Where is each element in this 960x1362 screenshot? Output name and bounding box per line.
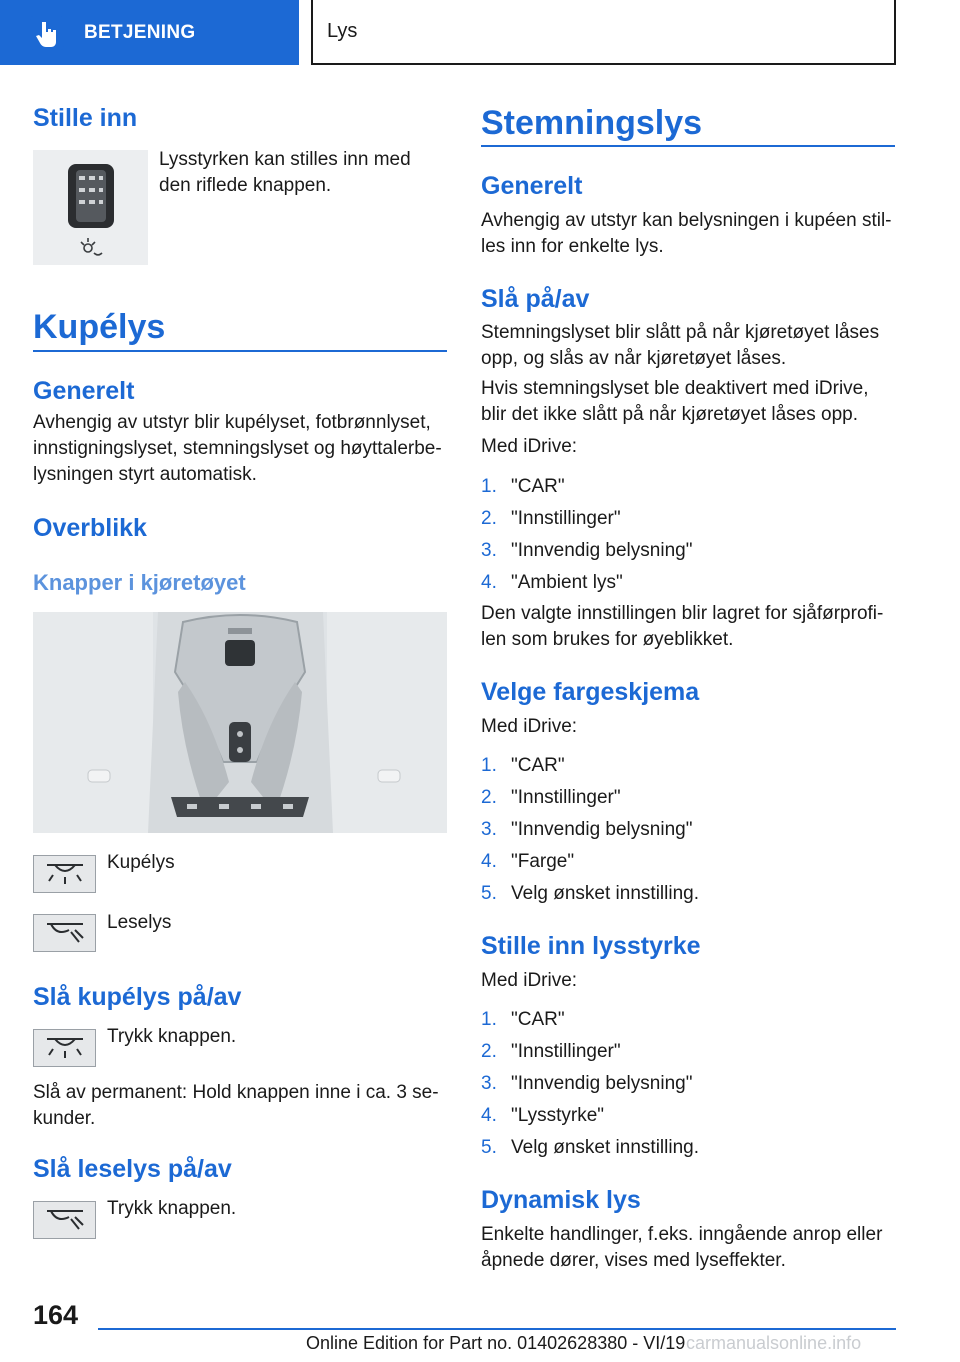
stille-inn-heading: Stille inn	[33, 104, 138, 132]
stemningslys-generelt-heading: Generelt	[481, 172, 583, 200]
dome-light-icon	[43, 861, 87, 887]
fargeskjema-med-idrive: Med iDrive:	[481, 716, 578, 737]
section-tab	[0, 0, 299, 65]
section-title: BETJENING	[84, 21, 196, 43]
stille-inn-text: Lysstyrken kan stilles inn med den riflede knappen.	[159, 149, 411, 196]
legend-leselys: Leselys	[107, 912, 172, 933]
chapter-tab	[311, 0, 896, 65]
overblikk-heading: Overblikk	[33, 514, 147, 542]
sla-pa-av-after: Den valgte innstillingen blir lagret for sjåførprofi- len som brukes for øyeblikket.	[481, 603, 884, 650]
lysstyrke-heading: Stille inn lysstyrke	[481, 932, 701, 960]
list-item: 4. "Lysstyrke"	[481, 1105, 605, 1126]
kupelys-generelt-heading: Generelt	[33, 377, 135, 405]
hand-pointer-icon	[30, 16, 64, 50]
list-item: 2. "Innstillinger"	[481, 1041, 621, 1062]
kupelys-heading: Kupélys	[33, 308, 166, 346]
list-item: 3. "Innvendig belysning"	[481, 1073, 693, 1094]
legend-kupelys: Kupélys	[107, 852, 175, 873]
reading-light-icon	[43, 920, 87, 946]
fargeskjema-steps-list	[481, 750, 699, 910]
dynamisk-text: Enkelte handlinger, f.eks. inngående anrop eller åpnede dører, vises med lyseffekter.	[481, 1224, 883, 1271]
sla-pa-av-med-idrive: Med iDrive:	[481, 436, 578, 457]
sla-pa-av-heading: Slå på/av	[481, 285, 590, 313]
sla-pa-av-para2: Hvis stemningslyset ble deaktivert med iDrive, blir det ikke slått på når kjøretøyet låses opp.	[481, 378, 869, 425]
dynamisk-heading: Dynamisk lys	[481, 1186, 641, 1214]
heading-rule	[33, 350, 447, 352]
reading-light-thumb	[33, 914, 96, 952]
list-item: 3. "Innvendig belysning"	[481, 819, 693, 840]
list-item: 5. Velg ønsket innstilling.	[481, 883, 699, 904]
edition-text: Online Edition for Part no. 01402628380 - VI/19	[306, 1333, 686, 1353]
list-item: 1. "CAR"	[481, 755, 565, 776]
knapper-heading: Knapper i kjøretøyet	[33, 570, 246, 595]
overhead-console-image	[33, 612, 447, 833]
sla-kupelys-heading: Slå kupélys på/av	[33, 983, 242, 1011]
watermark: carmanualsonline.info	[686, 1333, 862, 1353]
brightness-wheel-image	[33, 150, 148, 265]
reading-light-thumb	[33, 1201, 96, 1239]
list-item: 1. "CAR"	[481, 476, 565, 497]
dome-light-thumb	[33, 1029, 96, 1067]
ambient-steps-list	[481, 471, 692, 599]
footer-rule	[98, 1328, 896, 1330]
sla-kupelys-press: Trykk knappen.	[107, 1026, 237, 1047]
list-item: 4. "Ambient lys"	[481, 572, 623, 593]
list-item: 1. "CAR"	[481, 1009, 565, 1030]
dome-light-thumb	[33, 855, 96, 893]
lysstyrke-steps-list	[481, 1004, 699, 1164]
list-item: 2. "Innstillinger"	[481, 787, 621, 808]
heading-rule	[481, 145, 895, 147]
chapter-title: Lys	[327, 20, 358, 42]
list-item: 2. "Innstillinger"	[481, 508, 621, 529]
fargeskjema-heading: Velge fargeskjema	[481, 678, 700, 706]
stemningslys-generelt-text: Avhengig av utstyr kan belysningen i kupéen stil- les inn for enkelte lys.	[481, 210, 892, 257]
stemningslys-heading: Stemningslys	[481, 104, 703, 142]
list-item: 5. Velg ønsket innstilling.	[481, 1137, 699, 1158]
sla-leselys-press: Trykk knappen.	[107, 1198, 237, 1219]
reading-light-icon	[43, 1207, 87, 1233]
kupelys-generelt-text: Avhengig av utstyr blir kupélyset, fotbrønnlyset, innstigningslyset, stemningslyset og høyttalerbe- lysningen styrt automatisk.	[33, 412, 442, 485]
lysstyrke-med-idrive: Med iDrive:	[481, 970, 578, 991]
dome-light-icon	[43, 1035, 87, 1061]
sla-leselys-heading: Slå leselys på/av	[33, 1155, 232, 1183]
page-number: 164	[33, 1300, 79, 1330]
list-item: 3. "Innvendig belysning"	[481, 540, 693, 561]
sla-kupelys-permanent: Slå av permanent: Hold knappen inne i ca. 3 se- kunder.	[33, 1082, 439, 1129]
sla-pa-av-para1: Stemningslyset blir slått på når kjøretøyet låses opp, og slås av når kjøretøyet låses.	[481, 322, 880, 369]
list-item: 4. "Farge"	[481, 851, 575, 872]
